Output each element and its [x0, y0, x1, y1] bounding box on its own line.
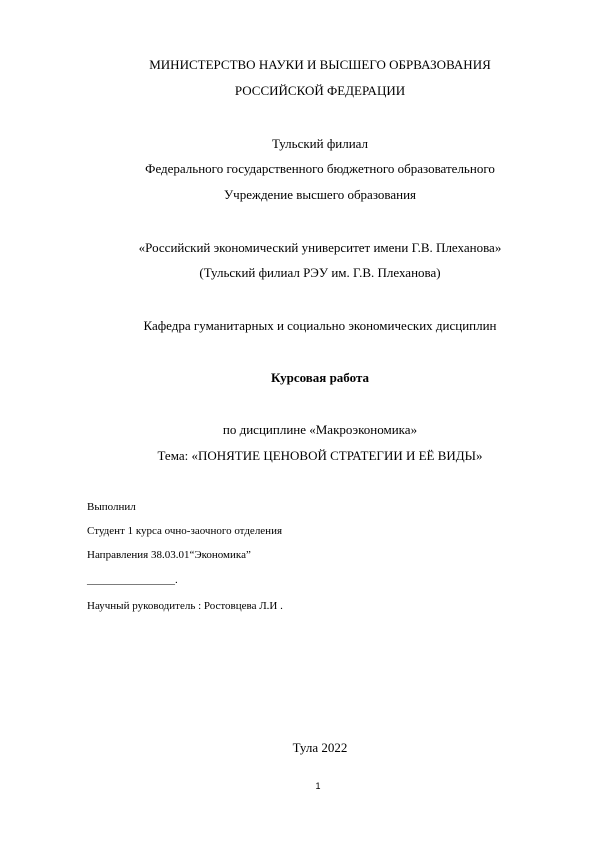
performed-label: Выполнил: [87, 501, 136, 513]
department-name: Кафедра гуманитарных и социально экономических дисциплин: [143, 318, 497, 333]
ministry-line-1: МИНИСТЕРСТВО НАУКИ И ВЫСШЕГО ОБРВАЗОВАНИЯ: [149, 57, 491, 72]
city-year: Тула 2022: [292, 740, 348, 755]
university-short-name: (Тульский филиал РЭУ им. Г.В. Плеханова): [199, 265, 441, 280]
student-line: Студент 1 курса очно-заочного отделения: [87, 525, 283, 537]
signature-line: ________________.: [87, 574, 178, 586]
page-number: 1: [315, 781, 321, 791]
direction-line: Направления 38.03.01“Экономика”: [87, 549, 251, 561]
work-type-title: Курсовая работа: [270, 370, 369, 385]
topic-line: Тема: «ПОНЯТИЕ ЦЕНОВОЙ СТРАТЕГИИ И ЕЁ ВИДЫ»: [157, 448, 483, 463]
higher-education-line: Учреждение высшего образования: [223, 187, 417, 202]
branch-line: Тульский филиал: [271, 136, 369, 151]
ministry-line-2: РОССИЙСКОЙ ФЕДЕРАЦИИ: [234, 83, 406, 98]
federal-line: Федерального государственного бюджетного образовательного: [145, 161, 495, 176]
supervisor-line: Научный руководитель : Ростовцева Л.И .: [87, 600, 283, 612]
university-name: «Российский экономический университет имени Г.В. Плеханова»: [138, 240, 502, 255]
discipline-line: по дисциплине «Макроэкономика»: [222, 422, 418, 437]
